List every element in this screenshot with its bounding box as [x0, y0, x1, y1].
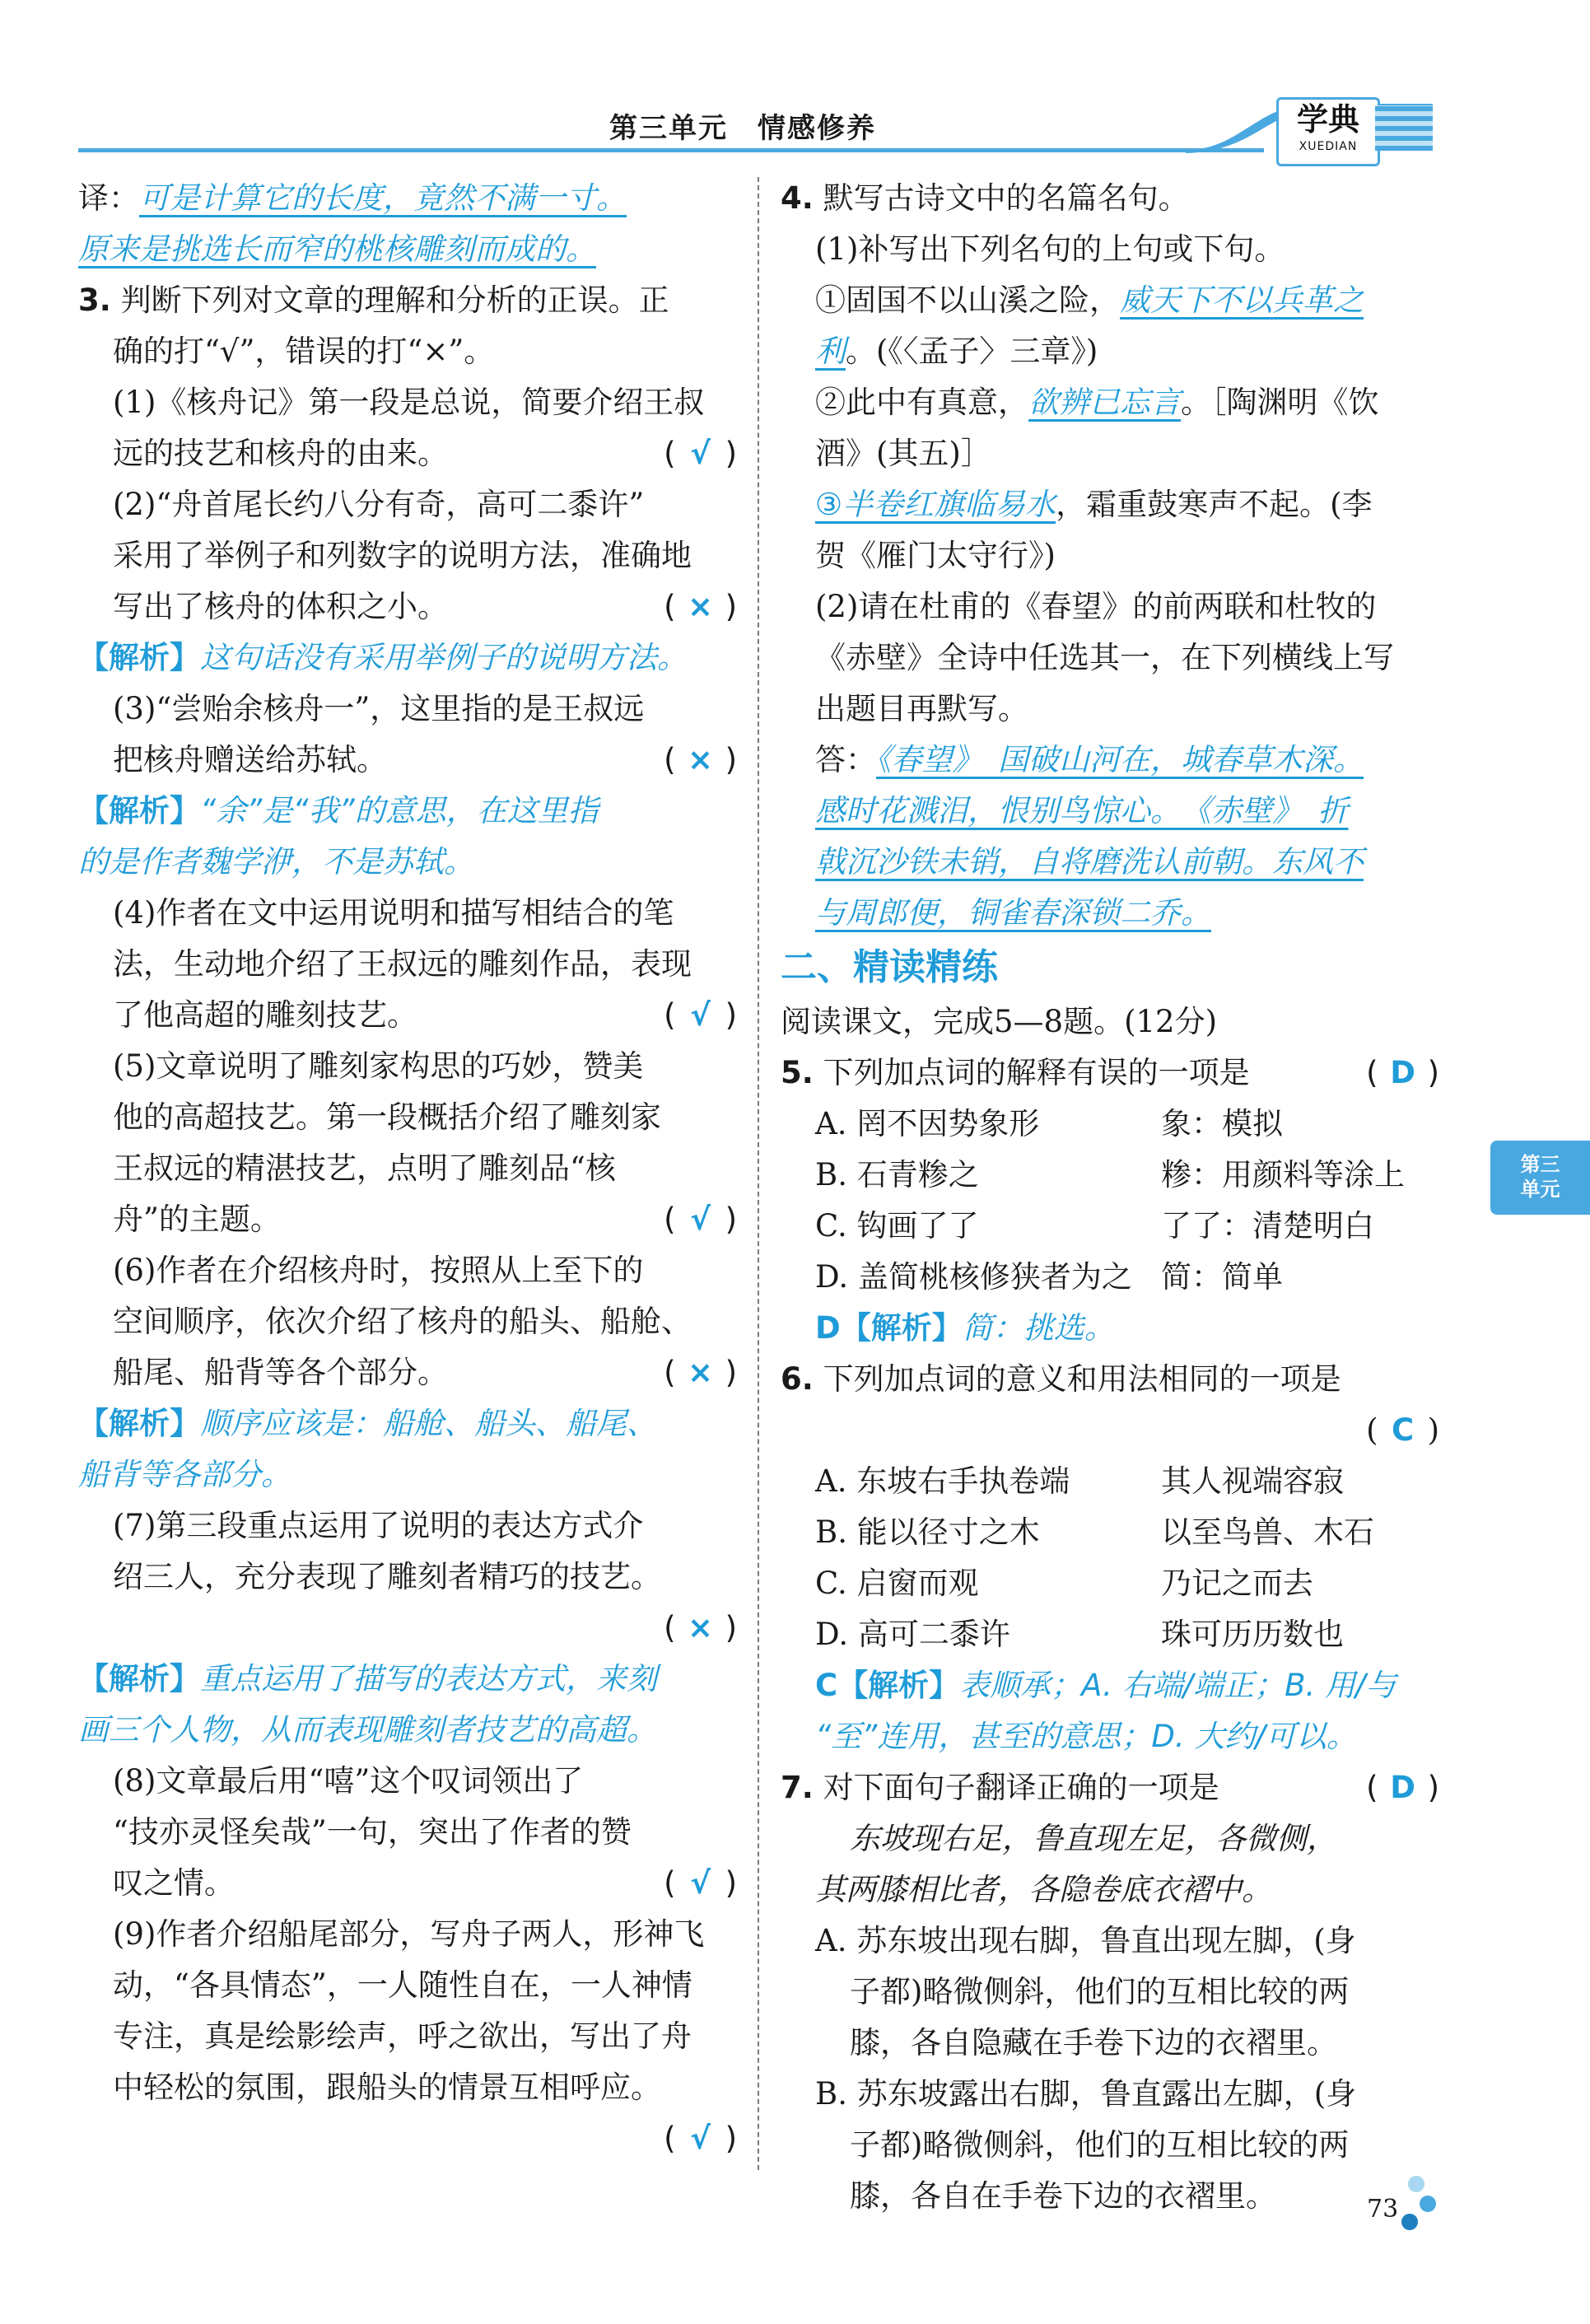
- sub-question-2: [781, 581, 1439, 735]
- judgement-text-line: 动，“各具情态”，一人随性自在，一人神情: [113, 1967, 692, 2003]
- judgement-item: [78, 479, 737, 684]
- judgement-text-line: 采用了举例子和列数字的说明方法，准确地: [113, 538, 692, 573]
- judgement-text-line: 中轻松的氛围，跟船头的情景互相呼应。: [113, 2070, 661, 2105]
- question-number: 7.: [781, 1770, 814, 1805]
- fill-item-3: [781, 479, 1439, 530]
- translation-line-2: [78, 224, 737, 275]
- fill-answer: 利: [815, 334, 846, 369]
- translation-answer-1: 可是计算它的长度，竟然不满一寸。: [139, 180, 627, 216]
- page-number: 73: [1367, 2195, 1399, 2224]
- analysis-tag: 【解析】: [78, 1661, 200, 1696]
- judgement-item: [78, 684, 737, 888]
- translation-line: [78, 173, 737, 224]
- right-column: [781, 173, 1439, 2222]
- analysis-line: [78, 1449, 737, 1500]
- question-stem: 下列加点词的解释有误的一项是: [823, 1055, 1250, 1090]
- judgement-mark: √: [690, 997, 711, 1033]
- option-gloss: 其人视端容寂: [1161, 1463, 1344, 1499]
- analysis-text: 这句话没有采用举例子的说明方法。: [200, 640, 688, 675]
- side-tab-line1: 第三: [1520, 1153, 1560, 1176]
- option-line: 膝，各自隐藏在手卷下边的衣褶里。: [850, 2025, 1337, 2060]
- judgement-text-line: 船尾、船背等各个部分。 ( × ): [78, 1347, 737, 1398]
- judgement-text-line: 绍三人，充分表现了雕刻者精巧的技艺。: [113, 1559, 661, 1594]
- option-text: C. 启窗而观: [815, 1566, 979, 1601]
- judgement-text-line: 舟”的主题。 ( √ ): [78, 1194, 737, 1245]
- option-row: [781, 1609, 1439, 1660]
- question-6-options: [781, 1456, 1439, 1660]
- judgement-text-line: 王叔远的精湛技艺，点明了雕刻品“核: [113, 1150, 616, 1186]
- question-3-items: [78, 377, 737, 2164]
- section-title: 二、精读精练: [781, 946, 998, 988]
- judgement-item: [78, 1245, 737, 1500]
- poem-answer-line: [781, 888, 1439, 939]
- question-stem-line2: 确的打“√”，错误的打“×”。: [113, 334, 495, 369]
- unit-side-tab: [1490, 1141, 1590, 1215]
- analysis-text: “余”是“我”的意思，在这里指: [200, 793, 599, 828]
- option-row: [781, 1456, 1439, 1507]
- judgement-item: [78, 1909, 737, 2164]
- poem-answer-line: [781, 837, 1439, 888]
- poem-answer-text: 感时花溅泪，恨别鸟惊心。 《赤壁》 折: [815, 793, 1349, 828]
- answer-letter: C: [1391, 1412, 1415, 1448]
- poem-answer-text: 《春望》 国破山河在，城春草木深。: [876, 742, 1364, 777]
- judgement-mark: ×: [688, 1610, 714, 1645]
- question-number: 3.: [78, 282, 111, 318]
- analysis-tag: 【解析】: [837, 1668, 960, 1703]
- question-stem: 对下面句子翻译正确的一项是: [823, 1770, 1219, 1805]
- answer-bracket: ( √ ): [664, 1194, 737, 1245]
- side-tab-line2: 单元: [1520, 1178, 1560, 1201]
- fill-source: 贺《雁门太守行》): [815, 538, 1056, 573]
- fill-suffix: 。(《〈孟子〉三章》): [846, 334, 1098, 369]
- sub-question-2-line: 出题目再默写。: [815, 691, 1028, 726]
- judgement-text-line: 了他高超的雕刻技艺。 ( √ ): [78, 990, 737, 1041]
- poem-answer-line: [781, 735, 1439, 786]
- analysis-text: 画三个人物，从而表现雕刻者技艺的高超。: [78, 1712, 657, 1748]
- question-stem: 下列加点词的意义和用法相同的一项是: [823, 1361, 1341, 1397]
- left-column: [78, 173, 737, 2164]
- option-line: 子都)略微侧斜，他们的互相比较的两: [850, 2127, 1350, 2163]
- judgement-text-line: (1)《核舟记》第一段是总说，简要介绍王叔: [113, 385, 705, 420]
- judgement-mark: √: [690, 436, 711, 471]
- judgement-text-line: (3)“尝贻余核舟一”，这里指的是王叔远: [113, 691, 645, 726]
- option-line: 膝，各自在手卷下边的衣褶里。: [850, 2178, 1276, 2214]
- analysis-line: [78, 786, 737, 837]
- judgement-mark: √: [690, 2121, 711, 2156]
- section-intro: 阅读课文，完成5—8题。(12分): [781, 1004, 1218, 1039]
- fill-answer: ③半卷红旗临易水: [815, 487, 1056, 522]
- judgement-text-line: 空间顺序，依次介绍了核舟的船头、船舱、: [113, 1304, 692, 1339]
- judgement-text-line: 法，生动地介绍了王叔远的雕刻作品，表现: [113, 946, 692, 982]
- option-gloss: 简：简单: [1161, 1259, 1283, 1295]
- analysis-tag: 【解析】: [78, 1406, 200, 1441]
- judgement-mark: ×: [688, 589, 714, 624]
- judgement-mark: ×: [688, 1355, 714, 1390]
- option-gloss: 珠可历历数也: [1161, 1617, 1344, 1652]
- analysis-line: [78, 632, 737, 684]
- judgement-text-line: (6)作者在介绍核舟时，按照从上至下的: [113, 1253, 644, 1288]
- option-gloss: 了了：清楚明白: [1161, 1208, 1374, 1244]
- question-stem: 判断下列对文章的理解和分析的正误。正: [120, 282, 669, 318]
- judgement-text-line: 叹之情。 ( √ ): [78, 1858, 737, 1909]
- judgement-mark: √: [690, 1202, 711, 1237]
- judgement-text-line: (8)文章最后用“嘻”这个叹词领出了: [113, 1763, 584, 1799]
- fill-answer: 欲辨已忘言: [1028, 385, 1181, 420]
- option-line: A. 苏东坡出现右脚，鲁直出现左脚，(身: [815, 1923, 1356, 1958]
- sub-question-2-line: 《赤壁》全诗中任选其一，在下列横线上写: [815, 640, 1394, 675]
- analysis-tag: 【解析】: [78, 640, 200, 675]
- answer-bracket: ( √ ): [664, 428, 737, 479]
- question-6-stem: [781, 1354, 1439, 1405]
- fill-answer: 威天下不以兵革之: [1120, 282, 1364, 318]
- analysis-line: [78, 1398, 737, 1449]
- option-line: 子都)略微侧斜，他们的互相比较的两: [850, 1974, 1350, 2009]
- option-gloss: 乃记之而去: [1161, 1566, 1313, 1601]
- analysis-tag: 【解析】: [78, 793, 200, 828]
- answer-bracket: ( × ): [664, 1603, 737, 1654]
- judgement-text-line: (5)文章说明了雕刻家构思的巧妙，赞美: [113, 1048, 644, 1084]
- analysis-line: [78, 1705, 737, 1756]
- judgement-text-line: (4)作者在文中运用说明和描写相结合的笔: [113, 895, 674, 931]
- quoted-sentence: 东坡现右足，鲁直现左足，各微侧，: [850, 1821, 1337, 1856]
- fill-prefix: ①固国不以山溪之险，: [815, 282, 1120, 318]
- answer-bracket-row: [781, 1405, 1439, 1456]
- option-row: [781, 1150, 1439, 1201]
- question-7-options: [781, 1916, 1439, 2222]
- answer-bracket: ( × ): [664, 581, 737, 632]
- question-5-options: [781, 1099, 1439, 1303]
- answer-bracket: ( √ ): [664, 990, 737, 1041]
- question-3-stem: [78, 275, 737, 326]
- option-text: B. 能以径寸之木: [815, 1514, 1040, 1550]
- judgement-text-line: “技亦灵怪矣哉”一句，突出了作者的赞: [113, 1814, 632, 1850]
- option-text: A. 罔不因势象形: [815, 1106, 1040, 1141]
- judgement-item: [78, 1500, 737, 1756]
- answer-bracket: ( D ): [1366, 1762, 1439, 1813]
- question-5-analysis: [781, 1303, 1439, 1354]
- question-stem: 默写古诗文中的名篇名句。: [823, 180, 1189, 216]
- hexagon-decoration-icon: [1392, 2174, 1441, 2240]
- sub-question-1: (1)补写出下列名句的上句或下句。: [815, 231, 1285, 267]
- question-number: 5.: [781, 1055, 814, 1090]
- analysis-line: [78, 837, 737, 888]
- question-number: 6.: [781, 1361, 814, 1397]
- option-gloss: 糁：用颜料等涂上: [1161, 1157, 1405, 1192]
- unit-title: 第三单元 情感修养: [609, 112, 876, 145]
- poem-answer: [781, 735, 1439, 939]
- option-row: [781, 1201, 1439, 1252]
- option-text: D. 高可二黍许: [815, 1617, 1010, 1652]
- quoted-sentence-cont: 其两膝相比者，各隐卷底衣褶中。: [815, 1872, 1272, 1907]
- header-rule: [78, 148, 1264, 152]
- analysis-line: [78, 1654, 737, 1705]
- judgement-mark: ×: [688, 742, 714, 777]
- logo-stripe-decoration: [1375, 105, 1433, 151]
- option-text: D. 盖简桃核修狭者为之: [815, 1259, 1132, 1295]
- analysis-text: 的是作者魏学洢，不是苏轼。: [78, 844, 474, 880]
- answer-bracket: ( D ): [1366, 1048, 1439, 1099]
- question-number: 4.: [781, 180, 814, 216]
- analysis-answer-letter: C: [815, 1668, 838, 1703]
- logo-main-text: 学典: [1296, 100, 1359, 138]
- analysis-text: 船背等各部分。: [78, 1457, 291, 1492]
- option-text: A. 东坡右手执卷端: [815, 1463, 1070, 1499]
- option-text: B. 石青糁之: [815, 1157, 979, 1192]
- option-row: [781, 1252, 1439, 1303]
- question-4-stem: [781, 173, 1439, 224]
- analysis-text-cont: “至”连用，甚至的意思；D. 大约/可以。: [815, 1719, 1357, 1754]
- option-gloss: 以至鸟兽、木石: [1161, 1514, 1374, 1550]
- analysis-text: 重点运用了描写的表达方式，来刻: [200, 1661, 657, 1696]
- poem-answer-text: 戟沉沙铁未销，自将磨洗认前朝。东风不: [815, 844, 1364, 880]
- poem-answer-text: 与周郎便，铜雀春深锁二乔。: [815, 895, 1211, 931]
- answer-letter: D: [1390, 1055, 1415, 1090]
- column-divider: [758, 177, 759, 2170]
- poem-answer-line: [781, 786, 1439, 837]
- answer-bracket: ( C ): [1366, 1412, 1439, 1448]
- logo-sub-text: XUEDIAN: [1299, 140, 1358, 153]
- judgement-text-line: 远的技艺和核舟的由来。 ( √ ): [78, 428, 737, 479]
- fill-item-1: [781, 275, 1439, 326]
- judgement-text-line: 写出了核舟的体积之小。 ( × ): [78, 581, 737, 632]
- sub-question-2-line: (2)请在杜甫的《春望》的前两联和杜牧的: [815, 589, 1377, 624]
- analysis-text: 表顺承；A. 右端/端正；B. 用/与: [959, 1668, 1396, 1703]
- fill-prefix: ②此中有真意，: [815, 385, 1028, 420]
- judgement-text-line: (7)第三段重点运用了说明的表达方式介: [113, 1508, 644, 1543]
- judgement-mark: √: [690, 1865, 711, 1901]
- option-row: [781, 1558, 1439, 1609]
- judgement-text-line: 把核舟赠送给苏轼。 ( × ): [78, 735, 737, 786]
- translation-label: 译：: [78, 180, 139, 216]
- option-text: C. 钩画了了: [815, 1208, 979, 1244]
- answer-bracket: ( √ ): [664, 2113, 737, 2164]
- judgement-mark-line: [78, 2113, 737, 2164]
- page-header: [0, 0, 1590, 165]
- judgement-item: [78, 888, 737, 1041]
- answer-bracket: ( × ): [664, 735, 737, 786]
- judgement-text-line: (9)作者介绍船尾部分，写舟子两人，形神飞: [113, 1916, 705, 1952]
- judgement-text-line: 他的高超技艺。第一段概括介绍了雕刻家: [113, 1099, 661, 1135]
- judgement-text-line: 专注，真是绘影绘声，呼之欲出，写出了舟: [113, 2018, 692, 2054]
- analysis-tag: 【解析】: [840, 1310, 963, 1346]
- answer-letter: D: [1390, 1770, 1415, 1805]
- fill-suffix: ，霜重鼓寒声不起。(李: [1056, 487, 1373, 522]
- option-line: B. 苏东坡露出右脚，鲁直露出左脚，(身: [815, 2076, 1357, 2112]
- option-row: [781, 1507, 1439, 1558]
- option-row: [781, 1099, 1439, 1150]
- judgement-item: [78, 1041, 737, 1245]
- fill-item-2: [781, 377, 1439, 428]
- analysis-text: 简：挑选。: [962, 1310, 1115, 1346]
- answer-bracket: ( √ ): [664, 1858, 737, 1909]
- fill-source: 酒》(其五)］: [815, 436, 991, 471]
- judgement-mark-line: [78, 1603, 737, 1654]
- answer-bracket: ( × ): [664, 1347, 737, 1398]
- fill-suffix: 。［陶渊明《饮: [1181, 385, 1379, 420]
- translation-answer-2: 原来是挑选长而窄的桃核雕刻而成的。: [78, 231, 596, 267]
- analysis-text: 顺序应该是：船舱、船头、船尾、: [200, 1406, 657, 1441]
- judgement-text-line: (2)“舟首尾长约八分有奇，高可二黍许”: [113, 487, 645, 522]
- judgement-item: [78, 377, 737, 479]
- question-7-stem: [781, 1762, 1439, 1813]
- analysis-answer-letter: D: [815, 1310, 841, 1346]
- question-5-stem: [781, 1048, 1439, 1099]
- option-gloss: 象：模拟: [1161, 1106, 1283, 1141]
- answer-label: 答：: [815, 742, 876, 777]
- fill-item-1-cont: [781, 326, 1439, 377]
- judgement-item: [78, 1756, 737, 1909]
- brand-logo: [1276, 97, 1380, 166]
- question-6-analysis: [781, 1660, 1439, 1711]
